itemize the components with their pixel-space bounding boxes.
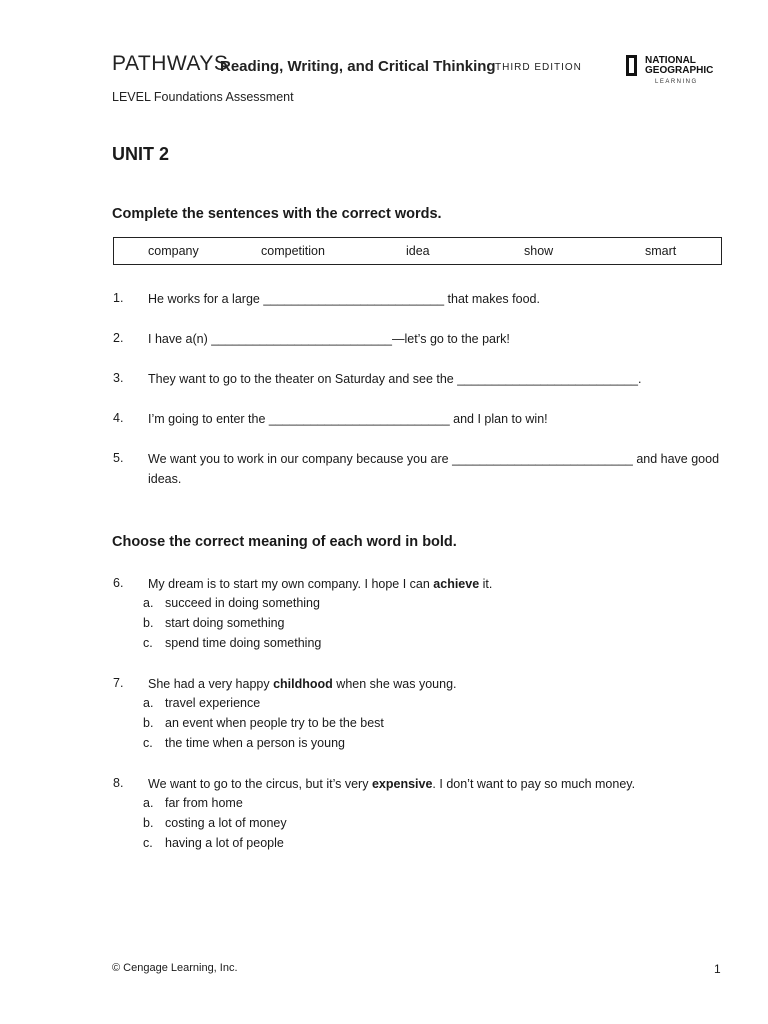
question-text-after: . I don’t want to pay so much money. — [432, 777, 636, 791]
section2-heading: Choose the correct meaning of each word in bold. — [112, 534, 457, 550]
question-number: 3. — [113, 371, 124, 385]
word-bank-item: smart — [645, 244, 677, 258]
option-text: the time when a person is young — [165, 736, 345, 750]
book-subtitle: Reading, Writing, and Critical Thinking — [220, 58, 496, 75]
question-text — [148, 574, 728, 594]
question-number: 8. — [113, 776, 124, 790]
option-text: travel experience — [165, 696, 261, 710]
question-text — [148, 674, 728, 694]
word-bank-item: idea — [406, 244, 430, 258]
question-text-after: it. — [479, 577, 493, 591]
copyright-text: © Cengage Learning, Inc. — [112, 962, 238, 974]
option-letter: c. — [143, 836, 153, 850]
question-text-before: My dream is to start my own company. I hope I can — [148, 577, 434, 591]
option-text: an event when people try to be the best — [165, 716, 384, 730]
question-number: 1. — [113, 291, 124, 305]
page-number: 1 — [714, 962, 721, 976]
logo-text-line3: LEARNING — [655, 79, 698, 85]
word-bank-item: company — [148, 244, 199, 258]
option-letter: b. — [143, 616, 154, 630]
option-text: succeed in doing something — [165, 596, 320, 610]
option-text: far from home — [165, 796, 243, 810]
word-bank — [113, 237, 722, 265]
level-label: LEVEL Foundations Assessment — [112, 90, 294, 104]
option-letter: b. — [143, 816, 154, 830]
unit-title: UNIT 2 — [112, 144, 170, 164]
option-letter: c. — [143, 736, 153, 750]
yellow-border-icon — [626, 55, 637, 76]
question-number: 4. — [113, 411, 124, 425]
logo-text-line2: GEOGRAPHIC — [645, 65, 714, 76]
option-letter: a. — [143, 796, 154, 810]
question-text: We want you to work in our company because you are __________________________ and have good ideas. — [148, 452, 720, 486]
option-text: start doing something — [165, 616, 285, 630]
bold-word: childhood — [273, 677, 333, 691]
question-number: 5. — [113, 451, 124, 465]
option-letter: c. — [143, 636, 153, 650]
option-text: costing a lot of money — [165, 816, 287, 830]
question-number: 6. — [113, 576, 124, 590]
question-text-before: She had a very happy — [148, 677, 274, 691]
section1-heading: Complete the sentences with the correct words. — [112, 206, 442, 222]
option-letter: a. — [143, 696, 154, 710]
logo-text-line1: NATIONAL — [645, 55, 696, 66]
option-letter: b. — [143, 716, 154, 730]
question-text-after: when she was young. — [332, 677, 457, 691]
bold-word: expensive — [371, 777, 433, 791]
question-text: I’m going to enter the __________________________ and I plan to win! — [148, 412, 548, 426]
bold-word: achieve — [433, 577, 480, 591]
question-text: He works for a large __________________________ that makes food. — [148, 292, 540, 306]
edition-label: THIRD EDITION — [495, 62, 582, 73]
word-bank-item: show — [524, 244, 554, 258]
question-text-before: We want to go to the circus, but it’s very — [148, 777, 372, 791]
question-text — [148, 774, 728, 794]
question-number: 2. — [113, 331, 124, 345]
question-text: I have a(n) __________________________—let’s go to the park! — [148, 332, 510, 346]
option-letter: a. — [143, 596, 154, 610]
question-number: 7. — [113, 676, 124, 690]
word-bank-item: competition — [261, 244, 325, 258]
option-text: having a lot of people — [165, 836, 284, 850]
brand-title: PATHWAYS — [112, 52, 229, 75]
question-text: They want to go to the theater on Saturday and see the __________________________. — [148, 372, 642, 386]
option-text: spend time doing something — [165, 636, 322, 650]
